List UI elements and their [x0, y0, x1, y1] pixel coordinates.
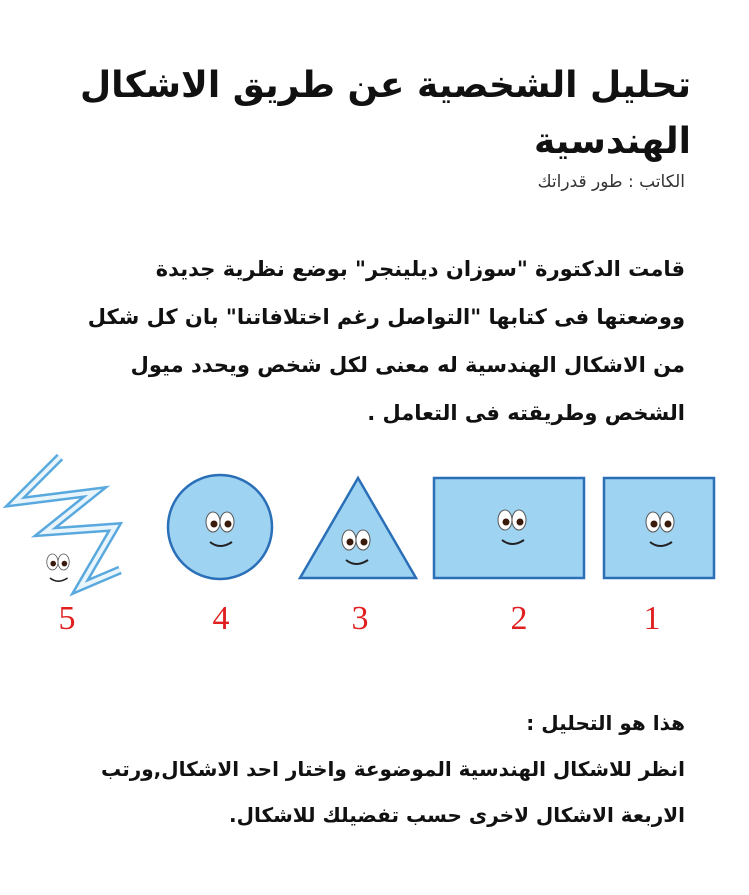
circle-icon [168, 475, 272, 579]
shape-number-5: 5 [58, 600, 76, 637]
analysis-instruction: انظر للاشكال الهندسية الموضوعة واختار احد الاشكال,ورتب الاربعة الاشكال لاخرى حسب تفضيلك للاشكال. [101, 757, 685, 827]
shapes-illustration [0, 452, 749, 602]
rectangle-icon [434, 478, 584, 578]
analysis-heading: هذا هو التحليل : [526, 711, 685, 735]
analysis-section [65, 700, 685, 838]
shape-number-2: 2 [510, 600, 528, 637]
article-title: تحليل الشخصية عن طريق الاشكال الهندسية [79, 65, 691, 162]
squiggle-icon [15, 457, 120, 587]
shapes-figure [0, 452, 749, 652]
shape-number-4: 4 [212, 600, 230, 637]
article-author: الكاتب : طور قدراتك [537, 172, 685, 192]
triangle-icon [300, 478, 416, 578]
square-icon [604, 478, 714, 578]
shape-number-3: 3 [351, 600, 369, 637]
article-intro: قامت الدكتورة "سوزان ديلينجر" بوضع نظرية جديدة ووضعتها فى كتابها "التواصل رغم اختلافاتنا" بان كل شكل من الاشكال الهندسية له معنى لكل شخص ويحدد ميول الشخص وطريقته فى التعامل . [87, 257, 685, 425]
shape-number-1: 1 [643, 600, 661, 637]
